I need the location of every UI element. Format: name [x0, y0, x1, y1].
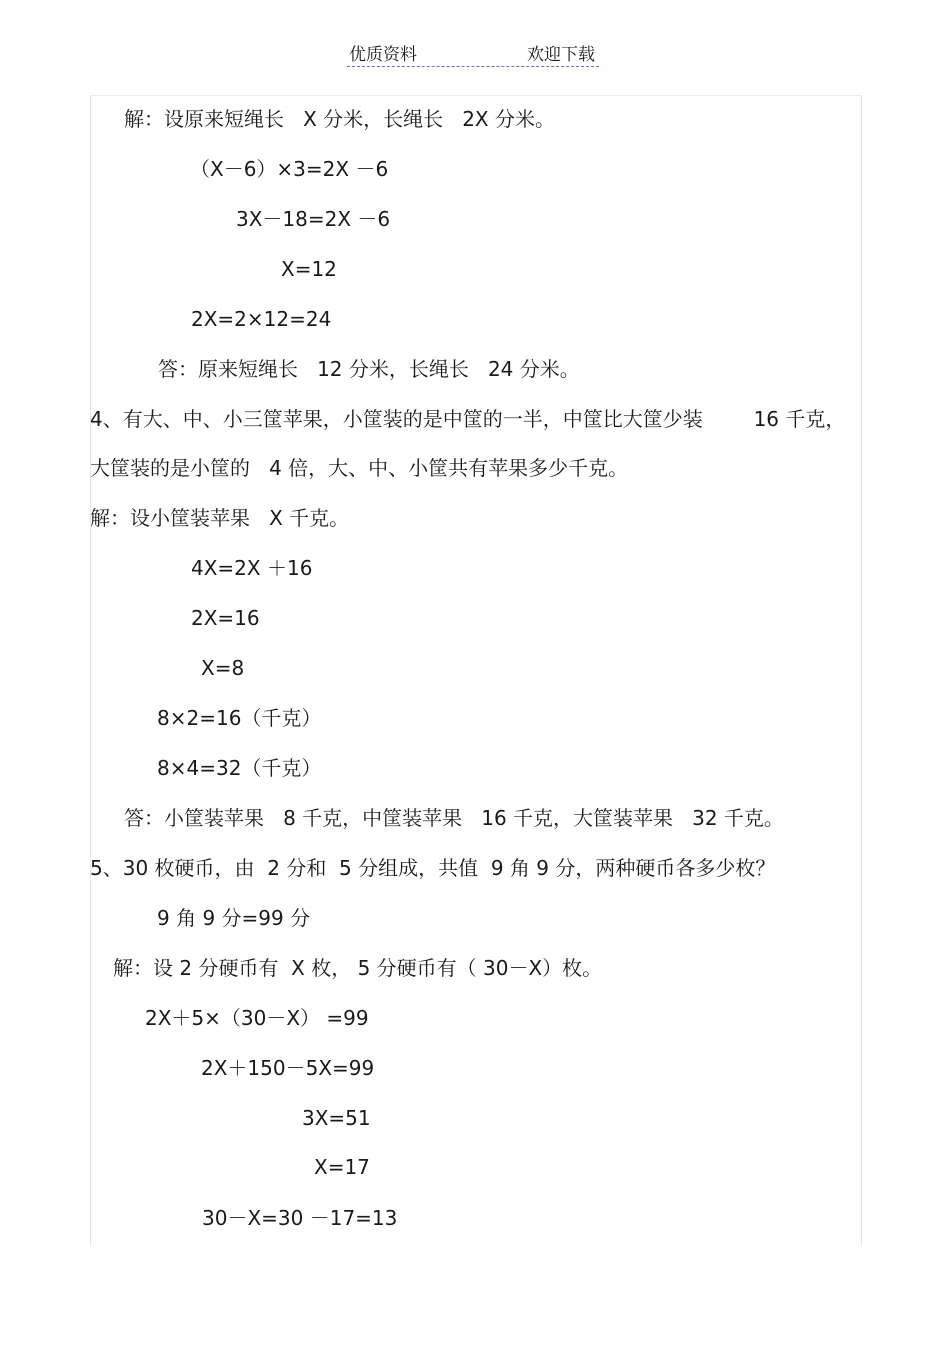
solution-intro-rope: 解：设原来短绳长 X 分米，长绳长 2X 分米。 — [124, 107, 555, 131]
equation-line: 4X=2X ＋16 — [191, 556, 313, 580]
problem-4-line-1: 4、有大、中、小三筐苹果，小筐装的是中筐的一半，中筐比大筐少装 16 千克， — [90, 407, 846, 431]
equation-line: 2X＋5×（30－X） =99 — [145, 1006, 369, 1030]
unit-conversion-line: 9 角 9 分=99 分 — [157, 906, 311, 930]
page-header — [347, 40, 599, 67]
equation-line: X=8 — [201, 656, 245, 680]
equation-line: 8×2=16（千克） — [157, 706, 322, 730]
equation-line: 2X=16 — [191, 606, 260, 630]
equation-line: 8×4=32（千克） — [157, 756, 322, 780]
equation-line: X=17 — [314, 1155, 370, 1179]
answer-apples: 答：小筐装苹果 8 千克，中筐装苹果 16 千克，大筐装苹果 32 千克。 — [124, 806, 784, 830]
problem-5-line: 5、30 枚硬币，由 2 分和 5 分组成，共值 9 角 9 分，两种硬币各多少枚？ — [90, 856, 776, 880]
equation-line: 2X＋150－5X=99 — [201, 1056, 375, 1080]
solution-intro-apples: 解：设小筐装苹果 X 千克。 — [90, 506, 350, 530]
equation-line: （X－6）×3=2X －6 — [190, 157, 389, 181]
equation-line: X=12 — [281, 257, 337, 281]
answer-rope: 答：原来短绳长 12 分米，长绳长 24 分米。 — [158, 357, 580, 381]
equation-line: 3X=51 — [302, 1106, 371, 1130]
header-left-text: 优质资料 — [349, 45, 417, 65]
problem-4-line-2: 大筐装的是小筐的 4 倍，大、中、小筐共有苹果多少千克。 — [90, 456, 629, 480]
solution-intro-coins: 解：设 2 分硬币有 X 枚， 5 分硬币有（ 30－X）枚。 — [113, 956, 603, 980]
equation-line: 2X=2×12=24 — [191, 307, 332, 331]
equation-line: 30－X=30 －17=13 — [202, 1206, 398, 1230]
equation-line: 3X－18=2X －6 — [236, 207, 391, 231]
header-right-text: 欢迎下载 — [527, 45, 595, 65]
